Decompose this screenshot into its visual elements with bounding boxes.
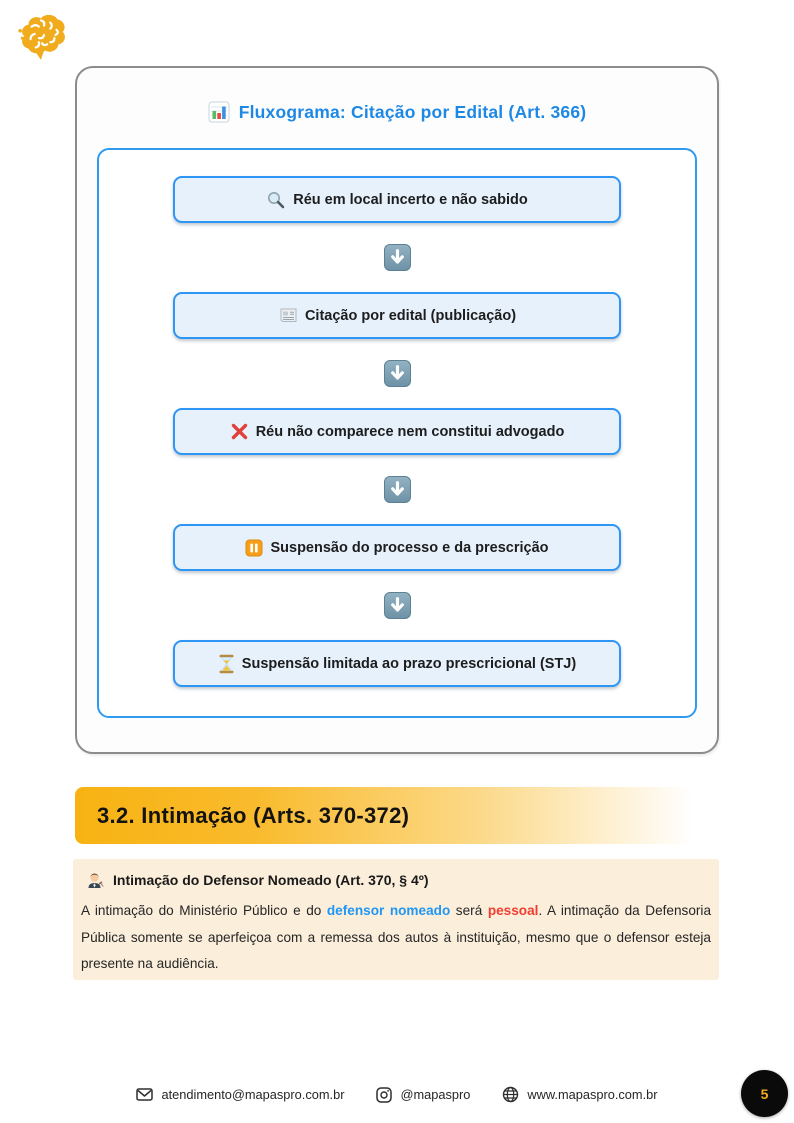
page-number-badge [741,1070,788,1117]
magnifier-icon [266,190,286,210]
paragraph-text: A intimação do Ministério Público e do [81,903,327,918]
newspaper-icon [278,307,298,324]
instagram-icon [376,1087,392,1103]
footer-instagram-label: @mapaspro [400,1087,471,1102]
callout-title: Intimação do Defensor Nomeado (Art. 370, § 4º) [113,872,429,888]
flowchart-card [75,66,719,754]
down-arrow-icon [384,592,411,619]
footer-email[interactable] [136,1087,344,1102]
flow-step-4 [173,524,621,571]
globe-icon [502,1086,519,1103]
page-number: 5 [760,1085,769,1102]
envelope-icon [136,1088,153,1101]
section-heading [75,787,719,844]
x-mark-icon [230,422,249,441]
flow-step-3 [173,408,621,455]
footer [0,1086,794,1103]
flow-step-label: Réu não comparece nem constitui advogado [255,423,565,440]
down-arrow-icon [384,244,411,271]
pause-icon [245,539,263,557]
highlight-defensor-nomeado: defensor nomeado [326,903,451,918]
callout-paragraph [81,898,711,978]
footer-email-label: atendimento@mapaspro.com.br [161,1087,345,1102]
footer-website[interactable] [502,1086,657,1103]
flow-step-5 [173,640,621,687]
section-heading-text: 3.2. Intimação (Arts. 370-372) [97,802,410,828]
hourglass-icon [218,654,235,674]
flowchart-title-row [77,101,717,123]
flowchart-title: Fluxograma: Citação por Edital (Art. 366) [238,101,587,122]
down-arrow-icon [384,476,411,503]
footer-website-label: www.mapaspro.com.br [527,1087,658,1102]
flow-step-label: Citação por edital (publicação) [304,307,517,324]
paragraph-text: . A intimação da Defensoria Pública somente se aperfeiçoa com a remessa dos autos à instituição, mesmo que o defensor esteja presente na audiência. [81,903,712,971]
footer-instagram[interactable] [376,1087,470,1103]
bar-chart-icon [208,101,230,123]
flow-step-label: Réu em local incerto e não sabido [293,191,528,208]
flowchart-container [97,148,697,718]
flow-step-label: Suspensão do processo e da prescrição [270,539,549,556]
flow-step-label: Suspensão limitada ao prazo prescricional (STJ) [241,655,577,672]
flow-step-1 [173,176,621,223]
brain-logo [16,8,70,64]
callout-header [85,870,711,890]
down-arrow-icon [384,360,411,387]
highlight-pessoal: pessoal [487,903,539,918]
flow-step-2 [173,292,621,339]
paragraph-text: será [450,903,488,918]
judge-icon [85,870,105,890]
callout-box [73,859,719,980]
